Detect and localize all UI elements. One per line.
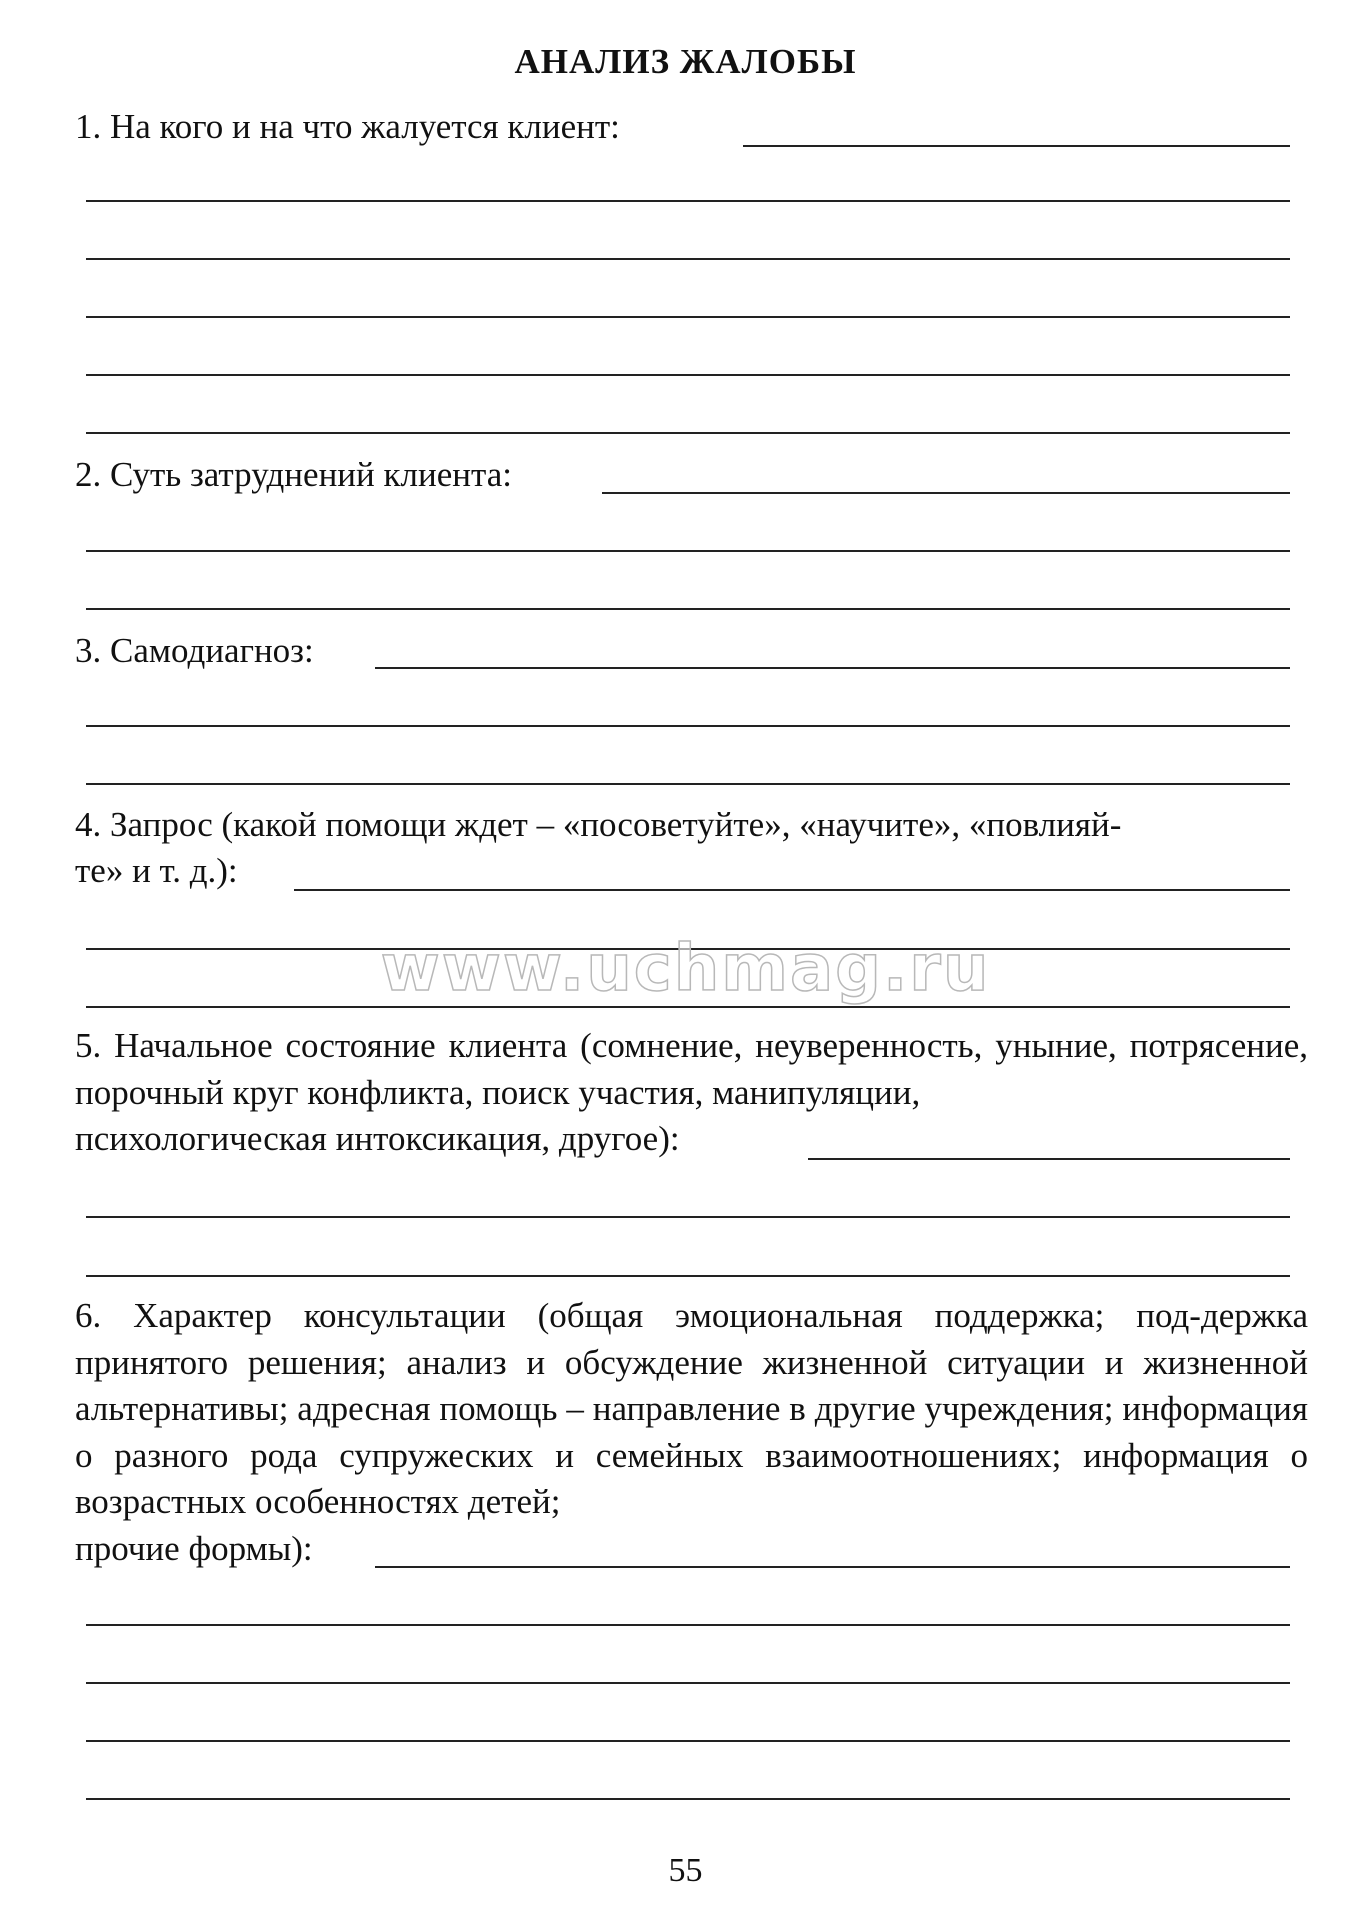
- section-2-blank-line[interactable]: [86, 550, 1290, 552]
- section-6-blank-line[interactable]: [86, 1624, 1290, 1626]
- section-6-answer-line[interactable]: [375, 1566, 1290, 1568]
- section-5-text: 5. Начальное состояние клиента (сомнение, неуверенность, уныние, потрясение, порочный круг конфликта, поиск участия, манипуляции,: [75, 1026, 1308, 1112]
- section-1-blank-line[interactable]: [86, 258, 1290, 260]
- section-6-blank-line[interactable]: [86, 1798, 1290, 1800]
- section-6-last-line: прочие формы):: [75, 1529, 313, 1568]
- section-3-answer-line[interactable]: [375, 667, 1290, 669]
- section-5-blank-line[interactable]: [86, 1216, 1290, 1218]
- section-3-blank-line[interactable]: [86, 725, 1290, 727]
- page-number: 55: [668, 1852, 703, 1889]
- page-title: АНАЛИЗ ЖАЛОБЫ: [514, 42, 857, 81]
- section-5-blank-line[interactable]: [86, 1275, 1290, 1277]
- section-2-answer-line[interactable]: [602, 492, 1290, 494]
- section-1-answer-line[interactable]: [743, 145, 1290, 147]
- section-4-line-2: те» и т. д.):: [75, 851, 238, 890]
- section-5-last-line: психологическая интоксикация, другое):: [75, 1119, 680, 1158]
- section-1-blank-line[interactable]: [86, 200, 1290, 202]
- section-4-blank-line[interactable]: [86, 1006, 1290, 1008]
- section-1-blank-line[interactable]: [86, 432, 1290, 434]
- section-5-answer-line[interactable]: [808, 1158, 1290, 1160]
- section-1-blank-line[interactable]: [86, 374, 1290, 376]
- section-3-label: 3. Самодиагноз:: [75, 631, 314, 670]
- section-1-label: 1. На кого и на что жалуется клиент:: [75, 107, 620, 146]
- section-3-blank-line[interactable]: [86, 783, 1290, 785]
- section-4-line-1: 4. Запрос (какой помощи ждет – «посоветуйте», «научите», «повлияй-: [75, 805, 1122, 844]
- section-1-blank-line[interactable]: [86, 316, 1290, 318]
- section-6-blank-line[interactable]: [86, 1740, 1290, 1742]
- section-6-blank-line[interactable]: [86, 1682, 1290, 1684]
- watermark: www.uchmag.ru: [380, 932, 991, 1006]
- section-2-blank-line[interactable]: [86, 608, 1290, 610]
- section-2-label: 2. Суть затруднений клиента:: [75, 455, 512, 494]
- section-6-text: 6. Характер консультации (общая эмоциональная поддержка; под-держка принятого решения; анализ и обсуждение жизненной ситуации и жизненной альтернативы; адресная помощь – направление в другие учреждения; информация о разного рода супружеских и семейных взаимоотношениях; информация о возрастных особенностях детей;: [75, 1296, 1308, 1521]
- section-4-answer-line[interactable]: [294, 889, 1290, 891]
